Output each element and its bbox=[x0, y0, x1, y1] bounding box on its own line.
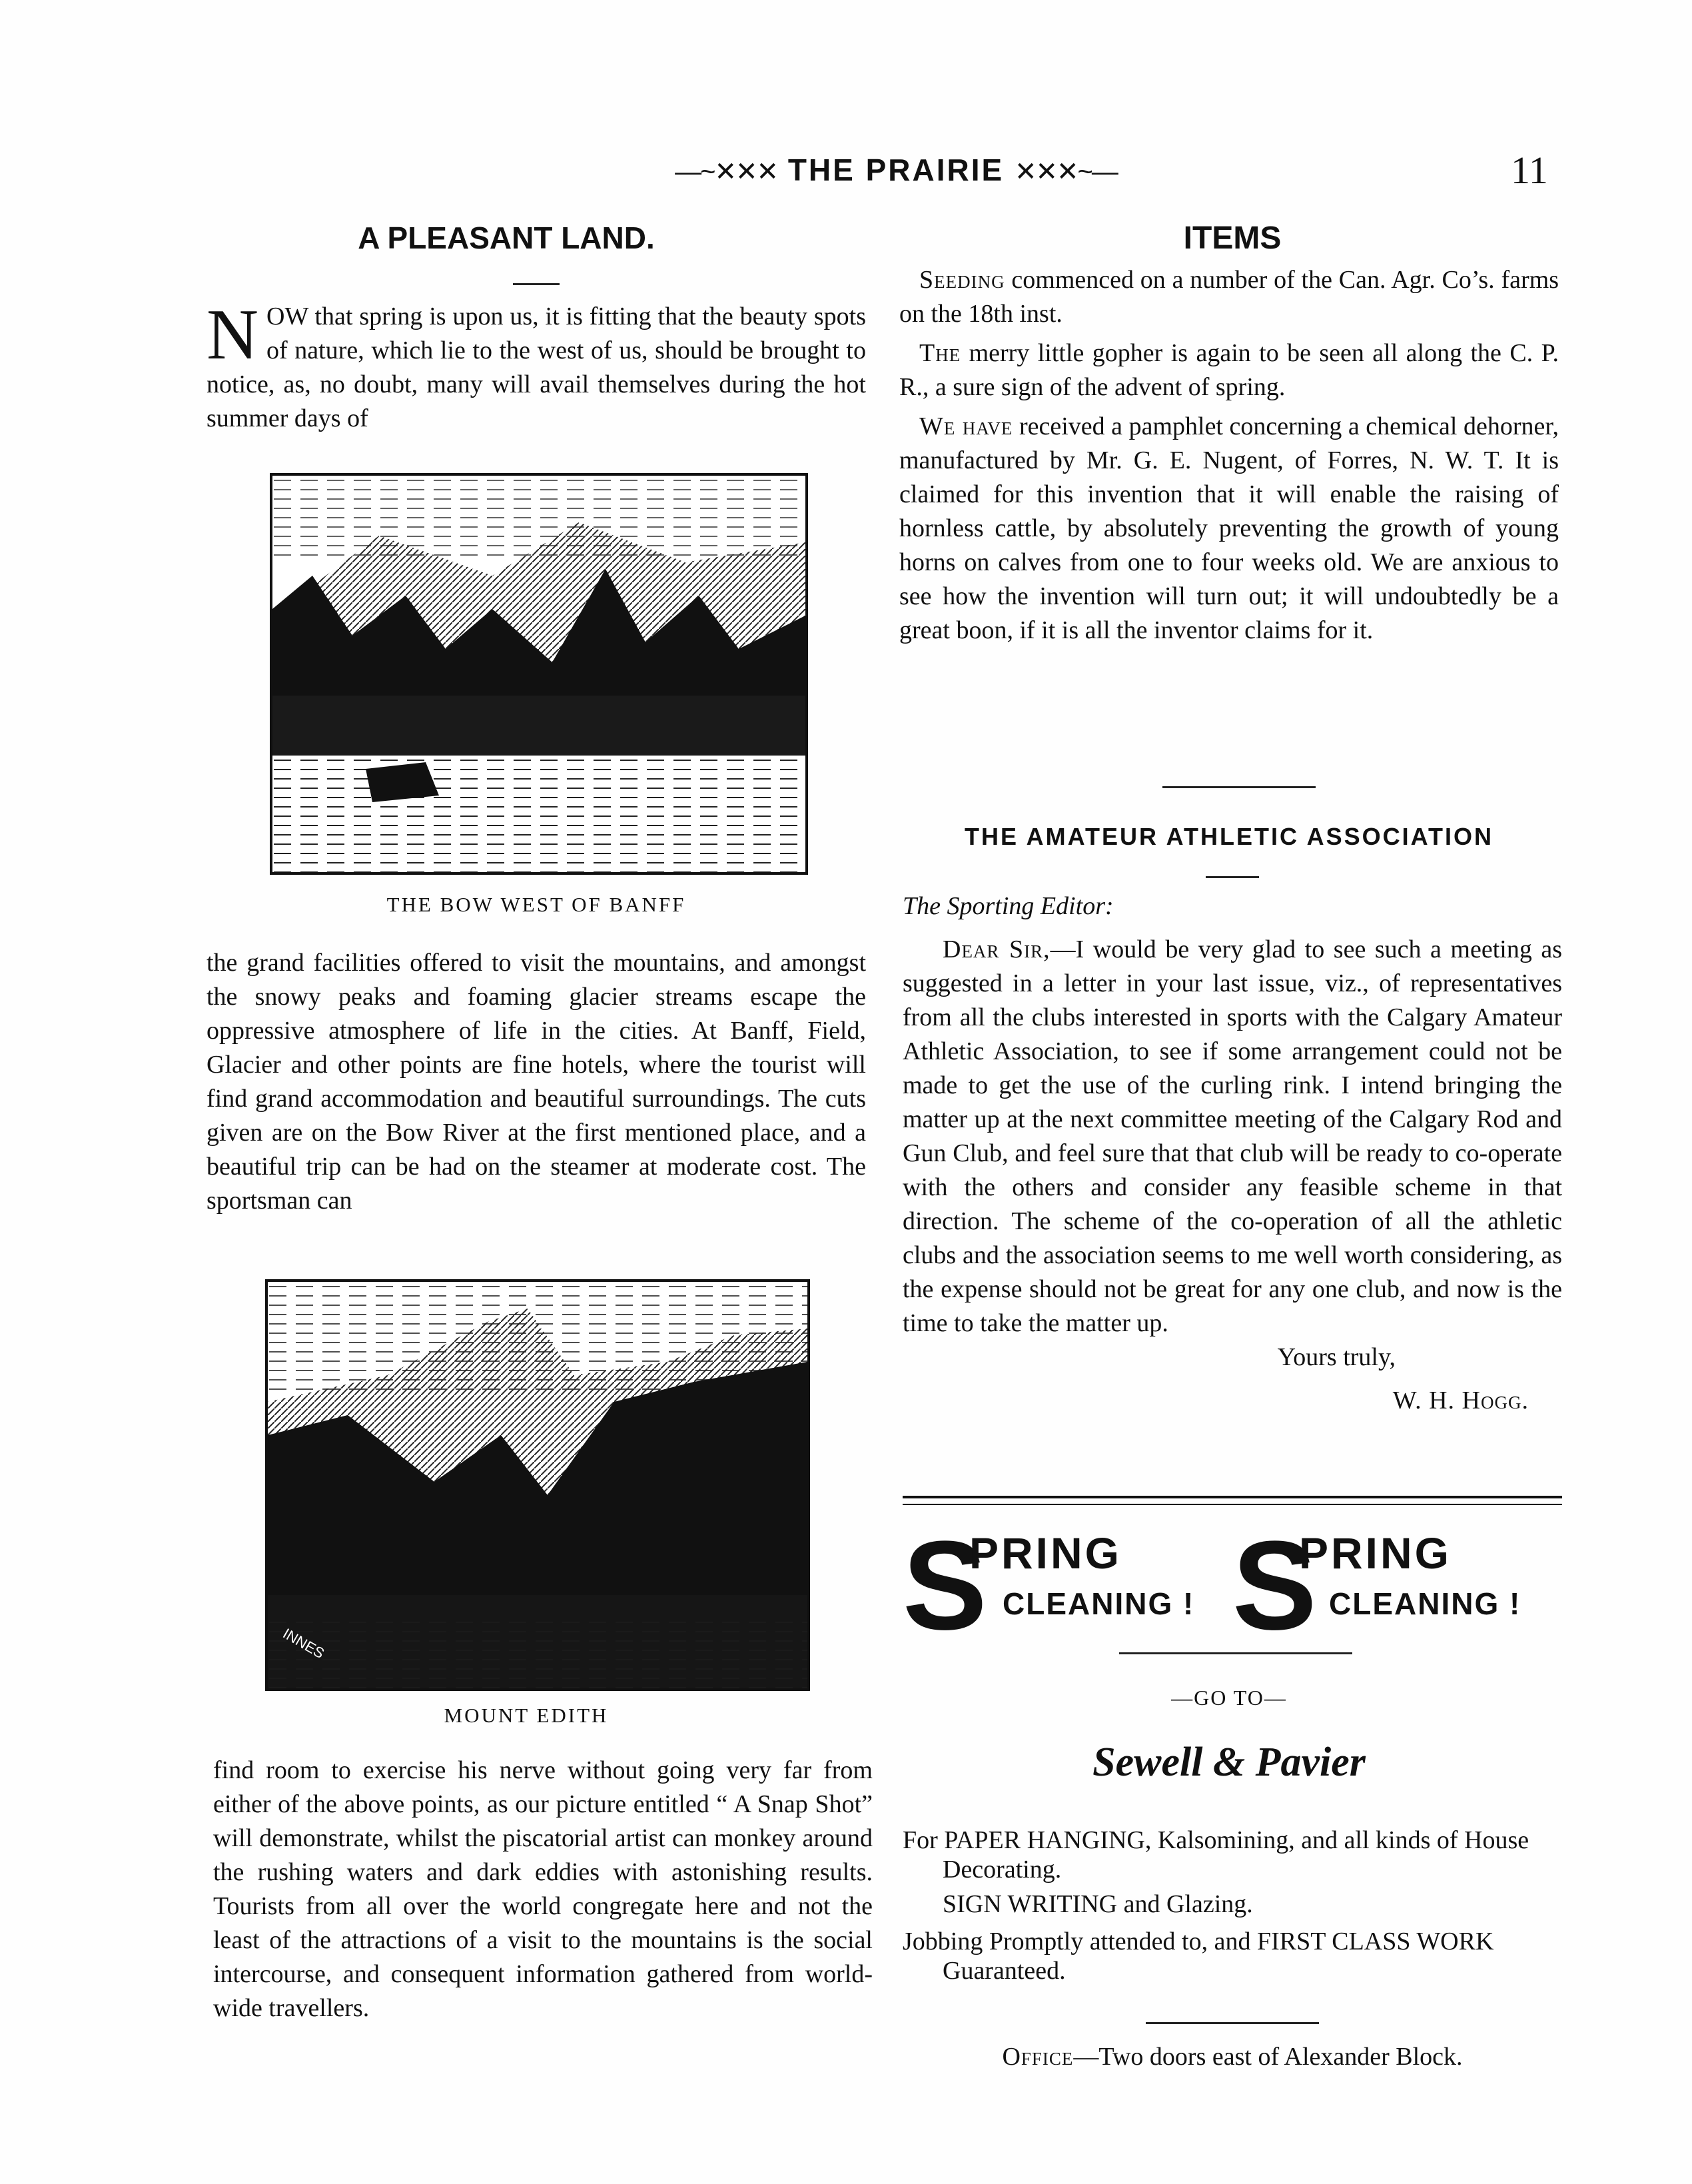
figure-caption-bow: THE BOW WEST OF BANFF bbox=[386, 893, 686, 916]
illustration-mount-edith bbox=[265, 1279, 810, 1691]
items-heading: ITEMS bbox=[1183, 221, 1282, 256]
paragraph-3-text: find room to exercise his nerve without going very far from either of the above points, as our picture entitled “ A Snap Shot” will demonstrate, whilst the piscatorial artist can monkey around the rushing waters and dark eddies with astonishing results. Tourists from all over the world congregate here and not the least of the attractions of a visit to the mountains is the social intercourse, and consequent information gathered from world-wide travellers. bbox=[213, 1756, 873, 2022]
items-divider bbox=[1162, 786, 1316, 788]
item-gopher: The merry little gopher is again to be seen all along the C. P. R., a sure sign of the advent of spring. bbox=[899, 339, 1559, 401]
running-header bbox=[580, 152, 1212, 192]
ad-line-sign-writing: SIGN WRITING and Glazing. bbox=[943, 1890, 1253, 1918]
drop-cap: N bbox=[207, 295, 258, 374]
ad-rule-2 bbox=[1146, 2022, 1319, 2024]
ad-services bbox=[903, 1826, 1562, 1985]
ad-office-line: Office—Two doors east of Alexander Block. bbox=[1002, 2043, 1463, 2071]
cleaning-word: CLEANING ! bbox=[1329, 1586, 1521, 1621]
artist-signature: INNES bbox=[280, 1624, 328, 1662]
spring-big-letter: S bbox=[903, 1515, 987, 1656]
item-dehorner: We have received a pamphlet concerning a chemical dehorner, manufactured by Mr. G. E. Nugent, of Forres, N. W. T. It is claimed for this invention that it will enable the raising of hornless cattle, by absolutely preventing the growth of young horns on calves from one to four weeks old. We are anxious to see how the invention will turn out; it will undoubtedly be a great boon, if it is all the inventor claims for it. bbox=[899, 412, 1559, 644]
association-heading-rule bbox=[1206, 876, 1259, 878]
header-left-flourish: —~✕✕✕ bbox=[675, 157, 778, 187]
letter-signature: W. H. Hogg. bbox=[1392, 1386, 1529, 1414]
association-letter bbox=[903, 889, 1562, 1418]
paragraph-2-text: the grand facilities offered to visit the mountains, and amongst the snowy peaks and foaming glacier streams escape the oppressive atmosphere of life in the cities. At Banff, Field, Glacier and other points are fine hotels, where the tourist will find grand accommodation and beautiful surroundings. The cuts given are on the Bow River at the first mentioned place, and a beautiful trip can be had on the steamer at moderate cost. The sportsman can bbox=[207, 949, 866, 1215]
spring-word: PRING bbox=[1299, 1528, 1452, 1578]
header-title: THE PRAIRIE bbox=[787, 153, 1005, 187]
heading-rule bbox=[513, 283, 560, 285]
items-list bbox=[899, 263, 1559, 648]
letter-salutation: The Sporting Editor: bbox=[903, 892, 1114, 920]
item-seeding: Seeding commenced on a number of the Can. Agr. Co’s. farms on the 18th inst. bbox=[899, 266, 1559, 328]
letter-closing: Yours truly, bbox=[1277, 1343, 1396, 1371]
figure-caption-mount-edith: MOUNT EDITH bbox=[444, 1704, 609, 1727]
article-paragraph-2 bbox=[207, 946, 866, 1218]
article-heading-pleasant-land: A PLEASANT LAND. bbox=[358, 221, 655, 255]
cleaning-word: CLEANING ! bbox=[1003, 1586, 1195, 1621]
page-number: 11 bbox=[1511, 149, 1548, 192]
ad-line-jobbing: Jobbing Promptly attended to, and FIRST CLASS WORK Guaranteed. bbox=[903, 1927, 1494, 1985]
association-heading: THE AMATEUR ATHLETIC ASSOCIATION bbox=[965, 823, 1493, 850]
header-right-flourish: ✕✕✕~— bbox=[1014, 157, 1117, 187]
paragraph-1-text: OW that spring is upon us, it is fitting that the beauty spots of nature, which lie to the west of us, should be brought to notice, as, no doubt, many will avail themselves during the hot summer days of bbox=[207, 302, 866, 432]
ad-line-paper-hanging: For PAPER HANGING, Kalsomining, and all kinds of House Decorating. bbox=[903, 1826, 1529, 1884]
go-to-text: —GO TO— bbox=[1171, 1686, 1287, 1710]
article-paragraph-3 bbox=[213, 1754, 873, 2025]
firm-name: Sewell & Pavier bbox=[1092, 1740, 1366, 1785]
ad-rule-1 bbox=[1119, 1652, 1352, 1654]
article-paragraph-1 bbox=[207, 295, 866, 436]
ad-top-rule-thin bbox=[903, 1504, 1562, 1505]
spring-word: PRING bbox=[969, 1528, 1122, 1578]
spring-big-letter: S bbox=[1232, 1515, 1317, 1656]
ad-top-rule bbox=[903, 1496, 1562, 1498]
letter-body: Dear Sir,—I would be very glad to see such a meeting as suggested in a letter in your last issue, viz., of representatives from all the clubs interested in sports with the Calgary Amateur Athletic Association, to see if some arrangement could not be made to get the use of the curling rink. I intend bringing the matter up at the next committee meeting of the Calgary Rod and Gun Club, and feel sure that that club will be ready to co-operate with the others and consider any feasible scheme in that direction. The scheme of the co-operation of all the athletic clubs and the association seems to me well worth considering, as the expense should not be great for any one club, and now is the time to take the matter up. bbox=[903, 935, 1563, 1337]
illustration-bow-west-of-banff bbox=[270, 473, 808, 875]
